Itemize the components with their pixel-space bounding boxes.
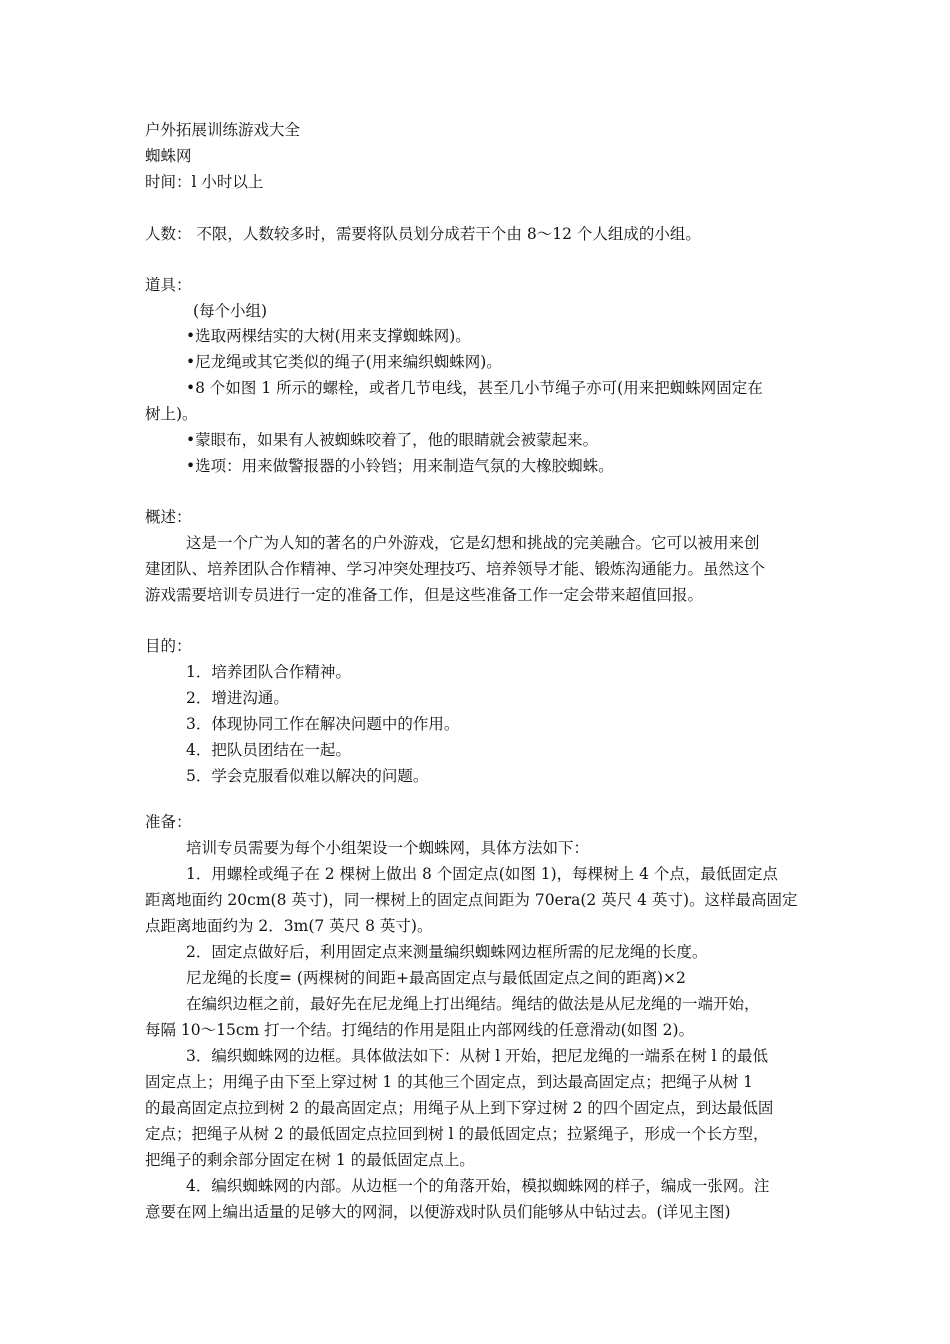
prep-line: 4．编织蜘蛛网的内部。从边框一个的角落开始，模拟蜘蛛网的样子，编成一张网。注 xyxy=(186,1177,770,1195)
props-item: •选取两棵结实的大树(用来支撑蜘蛛网)。 xyxy=(186,327,471,345)
overview-line: 这是一个广为人知的著名的户外游戏，它是幻想和挑战的完美融合。它可以被用来创 xyxy=(186,534,760,552)
game-name: 蜘蛛网 xyxy=(145,147,192,165)
prep-line: 点距离地面约为 2．3m(7 英尺 8 英寸)。 xyxy=(145,917,433,935)
people-line: 人数： 不限，人数较多时，需要将队员划分成若干个由 8～12 个人组成的小组。 xyxy=(145,225,701,243)
prep-line: 2．固定点做好后，利用固定点来测量编织蜘蛛网边框所需的尼龙绳的长度。 xyxy=(186,943,708,961)
props-item: •8 个如图 1 所示的螺栓，或者几节电线，甚至几小节绳子亦可(用来把蜘蛛网固定在 xyxy=(186,379,763,397)
prep-line: 的最高固定点拉到树 2 的最高固定点；用绳子从上到下穿过树 2 的四个固定点，到达最低固 xyxy=(145,1099,774,1117)
rope-length-formula: 尼龙绳的长度= (两棵树的间距+最高固定点与最低固定点之间的距离)×2 xyxy=(186,969,686,987)
prep-line: 每隔 10～15cm 打一个结。打绳结的作用是阻止内部网线的任意滑动(如图 2)。 xyxy=(145,1021,695,1039)
prep-line: 把绳子的剩余部分固定在树 1 的最低固定点上。 xyxy=(145,1151,475,1169)
prep-line: 意要在网上编出适量的足够大的网洞，以便游戏时队员们能够从中钻过去。(详见主图) xyxy=(145,1203,731,1221)
time-line: 时间：l 小时以上 xyxy=(145,173,264,191)
prep-line: 定点；把绳子从树 2 的最低固定点拉回到树 l 的最低固定点；拉紧绳子，形成一个长方型， xyxy=(145,1125,769,1143)
overview-line: 建团队、培养团队合作精神、学习冲突处理技巧、培养领导才能、锻炼沟通能力。虽然这个 xyxy=(145,560,766,578)
props-item: •尼龙绳或其它类似的绳子(用来编织蜘蛛网)。 xyxy=(186,353,502,371)
prep-line: 距离地面约 20cm(8 英寸)，同一棵树上的固定点间距为 70era(2 英尺 4 英寸)。这样最高固定 xyxy=(145,891,798,909)
goals-heading: 目的： xyxy=(145,637,192,655)
goals-item: 5．学会克服看似难以解决的问题。 xyxy=(186,767,429,785)
prep-line: 1．用螺栓或绳子在 2 棵树上做出 8 个固定点(如图 1)，每棵树上 4 个点，最低固定点 xyxy=(186,865,778,883)
goals-item: 4．把队员团结在一起。 xyxy=(186,741,351,759)
prep-line: 在编织边框之前，最好先在尼龙绳上打出绳结。绳结的做法是从尼龙绳的一端开始， xyxy=(186,995,760,1013)
overview-heading: 概述： xyxy=(145,508,192,526)
goals-item: 3．体现协同工作在解决问题中的作用。 xyxy=(186,715,460,733)
props-item-continued: 树上)。 xyxy=(145,405,198,423)
goals-item: 1．培养团队合作精神。 xyxy=(186,663,351,681)
document-title: 户外拓展训练游戏大全 xyxy=(145,121,301,139)
goals-item: 2．增进沟通。 xyxy=(186,689,289,707)
overview-line: 游戏需要培训专员进行一定的准备工作，但是这些准备工作一定会带来超值回报。 xyxy=(145,586,704,604)
prep-line: 固定点上；用绳子由下至上穿过树 1 的其他三个固定点，到达最高固定点；把绳子从树 1 xyxy=(145,1073,754,1091)
prep-heading: 准备： xyxy=(145,813,192,831)
props-item: •蒙眼布，如果有人被蜘蛛咬着了，他的眼睛就会被蒙起来。 xyxy=(186,431,599,449)
props-item: •选项：用来做警报器的小铃铛；用来制造气氛的大橡胶蜘蛛。 xyxy=(186,457,614,475)
props-heading: 道具： xyxy=(145,276,192,294)
props-note: (每个小组) xyxy=(193,302,268,320)
prep-line: 培训专员需要为每个小组架设一个蜘蛛网，具体方法如下： xyxy=(186,839,590,857)
prep-line: 3．编织蜘蛛网的边框。具体做法如下：从树 l 开始，把尼龙绳的一端系在树 l 的最低 xyxy=(186,1047,768,1065)
